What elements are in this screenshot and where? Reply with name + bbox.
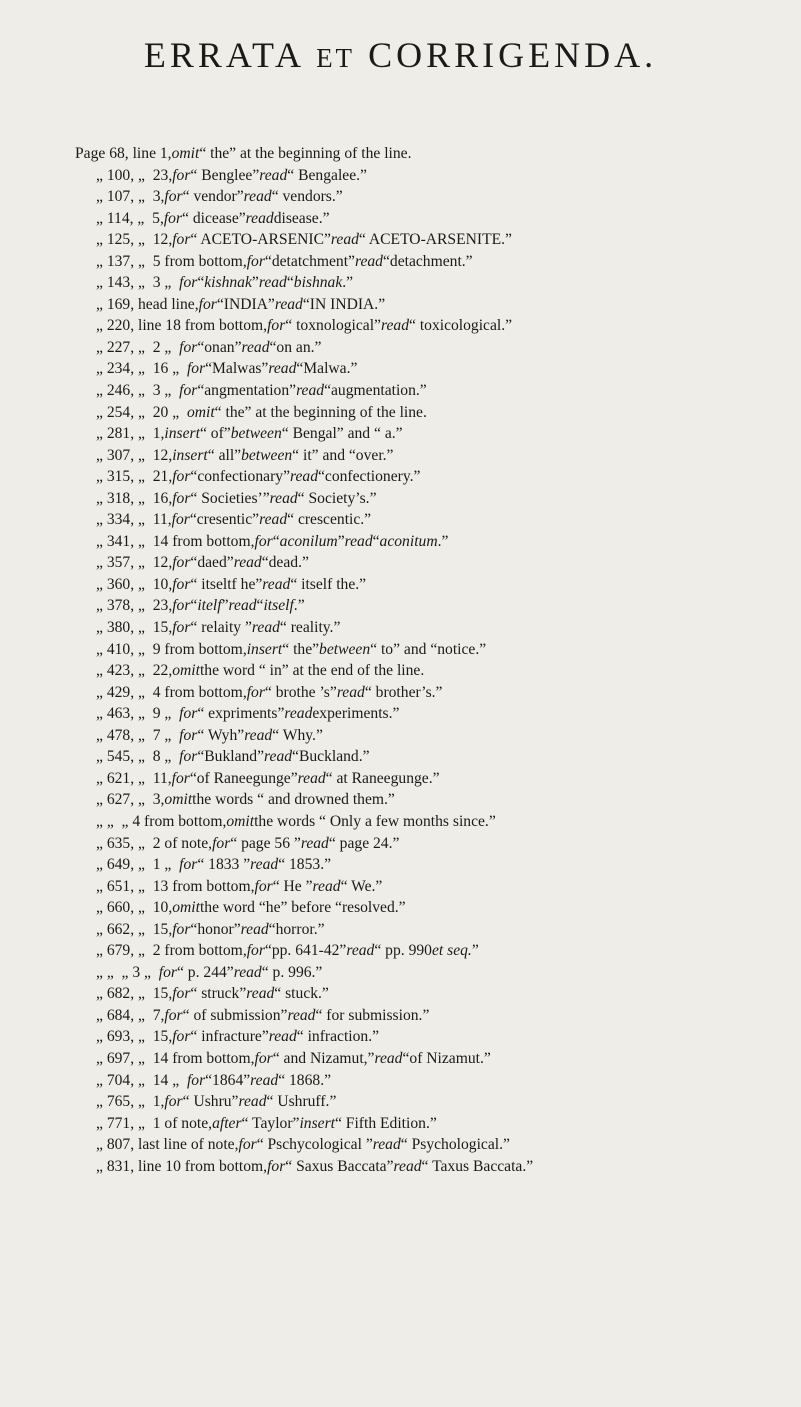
errata-entry: „ 765, „ 1, for “ Ushru” read “ Ushruff.” [96, 1093, 337, 1111]
errata-entry: „ 771, „ 1 of note, after “ Taylor” insert “ Fifth Edition.” [96, 1114, 437, 1132]
errata-entry: „ 246, „ 3 „ for “angmentation” read “augmentation.” [96, 382, 427, 400]
errata-entry: „ 227, „ 2 „ for “onan” read “on an.” [96, 338, 322, 356]
errata-entry: „ 220, line 18 from bottom, for “ toxnological” read “ toxicological.” [96, 317, 513, 335]
errata-entry: „ 423, „ 22, omit the word “ in” at the end of the line. [96, 662, 425, 680]
errata-entry: „ 807, last line of note, for “ Pschycological ” read “ Psychological.” [96, 1136, 510, 1154]
errata-entry: „ „ „ 4 from bottom, omit the words “ Only a few months since.” [96, 812, 496, 830]
title-errata: ERRATA [143, 35, 304, 75]
errata-list [75, 143, 796, 1177]
errata-entry: „ 697, „ 14 from bottom, for “ and Nizamut,” read “of Nizamut.” [96, 1049, 491, 1067]
errata-entry: „ 143, „ 3 „ for “ kishnak ” read “ bishnak .” [96, 274, 354, 292]
errata-entry: „ 125, „ 12, for “ ACETO-ARSENIC” read “ ACETO-ARSENITE.” [96, 231, 512, 249]
errata-entry: „ 627, „ 3, omit the words “ and drowned them.” [96, 791, 395, 809]
errata-entry: „ 380, „ 15, for “ relaity ” read “ reality.” [96, 619, 341, 637]
errata-entry: „ 114, „ 5, for “ dicease” read disease.” [96, 209, 330, 227]
errata-entry: „ 682, „ 15, for “ struck” read “ stuck.” [96, 985, 329, 1003]
errata-entry: „ 378, „ 23, for “ itelf ” read “ itself .” [96, 597, 305, 615]
errata-entry: „ 635, „ 2 of note, for “ page 56 ” read “ page 24.” [96, 834, 400, 852]
errata-entry: „ 679, „ 2 from bottom, for “pp. 641-42” read “ pp. 990 et seq. ” [96, 942, 479, 960]
errata-entry: „ 169, head line, for “INDIA” read “IN INDIA.” [96, 295, 386, 313]
errata-entry: „ 360, „ 10, for “ itseltf he” read “ itself the.” [96, 575, 367, 593]
errata-entry: „ 334, „ 11, for “cresentic” read “ crescentic.” [96, 511, 372, 529]
errata-entry: „ 318, „ 16, for “ Societies’” read “ Society’s.” [96, 489, 377, 507]
page-title [0, 34, 801, 76]
errata-entry: „ 463, „ 9 „ for “ expriments” read experiments.” [96, 705, 400, 723]
errata-entry: „ 660, „ 10, omit the word “he” before “resolved.” [96, 899, 406, 917]
errata-entry: „ 341, „ 14 from bottom, for “ aconilum ” read “ aconitum .” [96, 532, 449, 550]
title-corrigenda: CORRIGENDA. [368, 35, 658, 75]
errata-entry: „ 684, „ 7, for “ of submission” read “ for submission.” [96, 1006, 430, 1024]
errata-entry: „ „ „ 3 „ for “ p. 244” read “ p. 996.” [96, 963, 323, 981]
errata-entry: „ 254, „ 20 „ omit “ the” at the beginning of the line. [96, 403, 427, 421]
errata-entry: „ 704, „ 14 „ for “1864” read “ 1868.” [96, 1071, 332, 1089]
errata-entry: „ 429, „ 4 from bottom, for “ brothe ’s” read “ brother’s.” [96, 683, 443, 701]
errata-entry: Page 68, line 1, omit “ the” at the beginning of the line. [75, 145, 412, 162]
errata-entry: „ 137, „ 5 from bottom, for “detatchment” read “detachment.” [96, 252, 473, 270]
errata-entry: „ 315, „ 21, for “confectionary” read “confectionery.” [96, 468, 421, 486]
errata-entry: „ 649, „ 1 „ for “ 1833 ” read “ 1853.” [96, 856, 332, 874]
errata-entry: „ 234, „ 16 „ for “Malwas” read “Malwa.” [96, 360, 358, 378]
errata-entry: „ 410, „ 9 from bottom, insert “ the” between “ to” and “notice.” [96, 640, 487, 658]
errata-entry: „ 651, „ 13 from bottom, for “ He ” read “ We.” [96, 877, 383, 895]
errata-entry: „ 478, „ 7 „ for “ Wyh” read “ Why.” [96, 726, 323, 744]
errata-entry: „ 545, „ 8 „ for “Bukland” read “Buckland.” [96, 748, 370, 766]
title-et: ET [316, 43, 356, 73]
errata-entry: „ 107, „ 3, for “ vendor” read “ vendors.” [96, 188, 343, 206]
errata-entry: „ 831, line 10 from bottom, for “ Saxus Baccata” read “ Taxus Baccata.” [96, 1157, 534, 1175]
errata-entry: „ 281, „ 1, insert “ of” between “ Bengal” and “ a.” [96, 425, 403, 443]
errata-entry: „ 100, „ 23, for “ Benglee” read “ Bengalee.” [96, 166, 367, 184]
errata-entry: „ 307, „ 12, insert “ all” between “ it” and “over.” [96, 446, 394, 464]
errata-entry: „ 621, „ 11, for “of Raneegunge” read “ at Raneegunge.” [96, 769, 440, 787]
errata-entry: „ 693, „ 15, for “ infracture” read “ infraction.” [96, 1028, 380, 1046]
errata-entry: „ 357, „ 12, for “daed” read “dead.” [96, 554, 309, 572]
errata-entry: „ 662, „ 15, for “honor” read “horror.” [96, 920, 325, 938]
